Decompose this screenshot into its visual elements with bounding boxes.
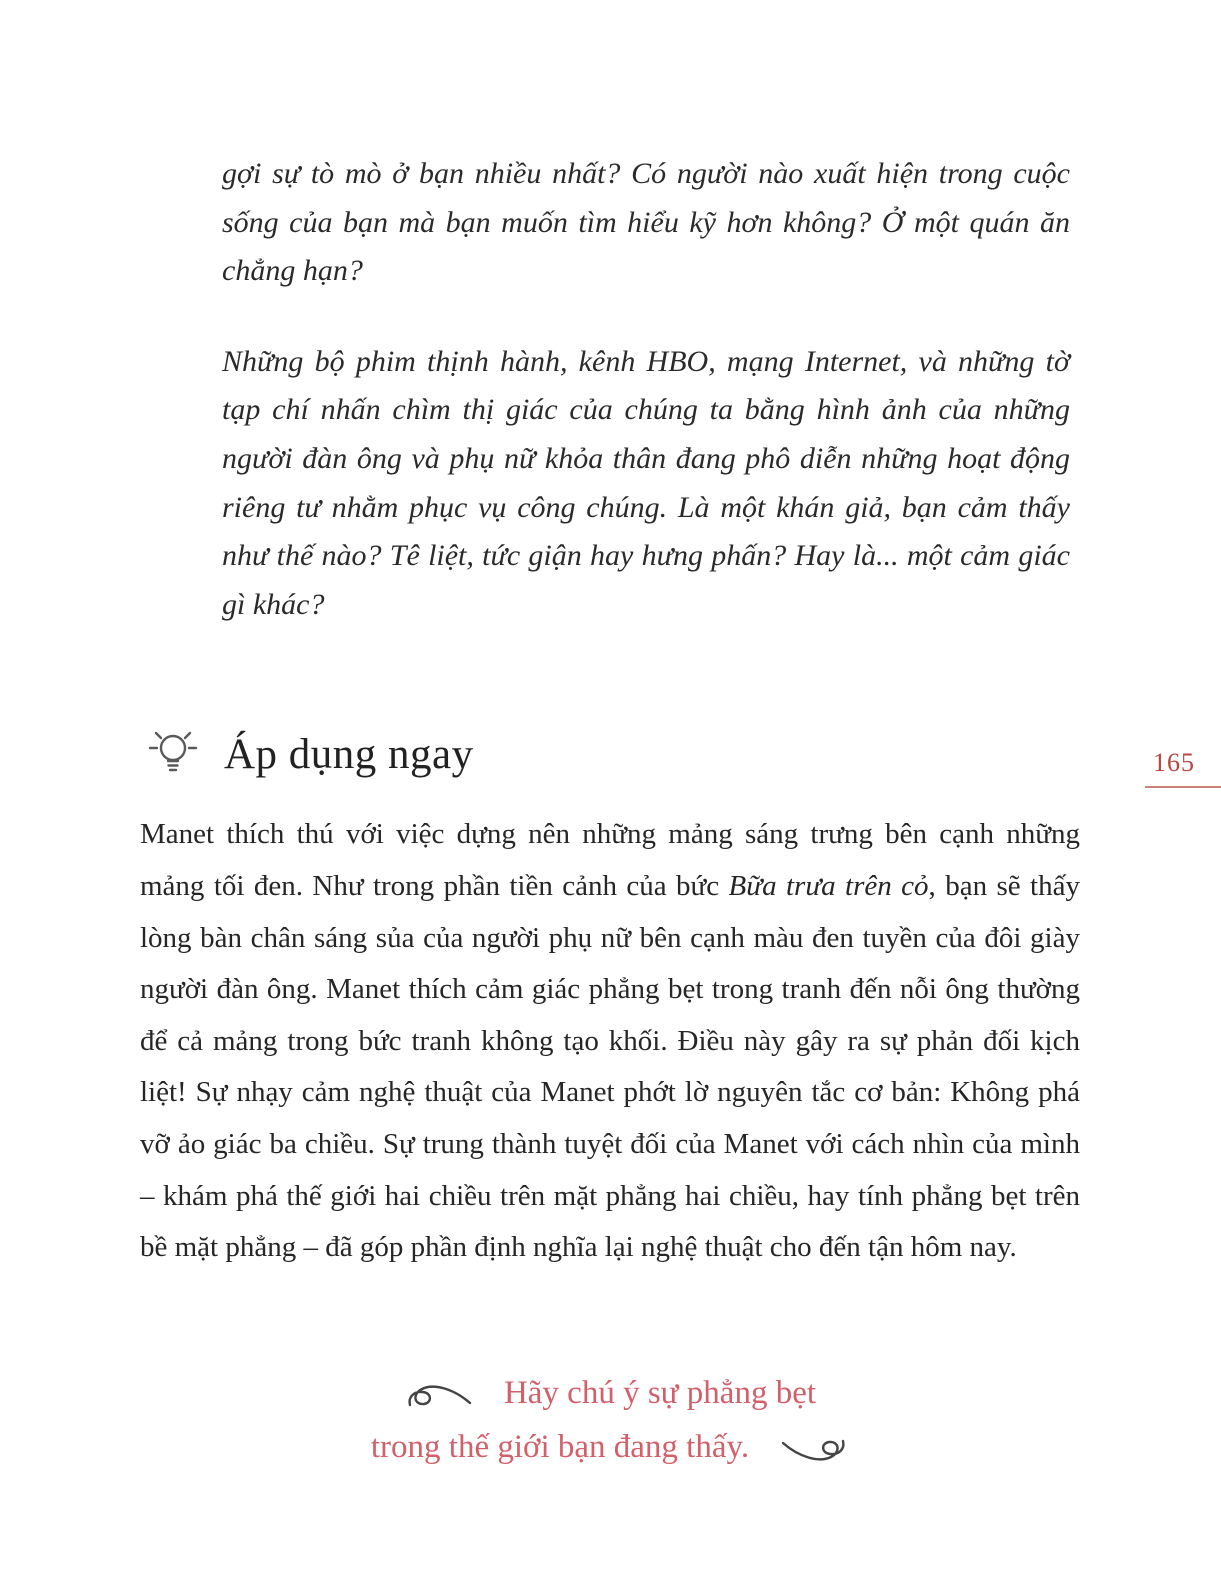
quote-text-2: trong thế giới bạn đang thấy. — [370, 1429, 750, 1466]
intro-paragraph-2: Những bộ phim thịnh hành, kênh HBO, mạng Internet, và những tờ tạp chí nhấn chìm thị giác của chúng ta bằng hình ảnh của những người đàn ông và phụ nữ khỏa thân đang phô diễn những hoạt động riêng tư nhằm phục vụ công chúng. Là một khán giả, bạn cảm thấy như thế nào? Tê liệt, tức giận hay hưng phấn? Hay là... một cảm giác gì khác? — [222, 344, 1070, 621]
text-column — [140, 0, 1080, 1475]
page-number-rule — [1145, 786, 1221, 788]
body-paragraph — [140, 809, 1080, 1273]
page-number-text: 165 — [1153, 748, 1195, 777]
section-header — [140, 725, 1080, 783]
pull-quote — [140, 1366, 1080, 1475]
body-text-after: , bạn sẽ thấy lòng bàn chân sáng sủa của người phụ nữ bên cạnh màu đen tuyền của đôi giày người đàn ông. Manet thích cảm giác phẳng bẹt trong tranh đến nỗi ông thường để cả mảng trong bức tranh không tạo khối. Điều này gây ra sự phản đối kịch liệt! Sự nhạy cảm nghệ thuật của Manet phớt lờ nguyên tắc cơ bản: Không phá vỡ ảo giác ba chiều. Sự trung thành tuyệt đối của Manet với cách nhìn của mình – khám phá thế giới hai chiều trên mặt phẳng hai chiều, hay tính phẳng bẹt trên bề mặt phẳng – đã góp phần định nghĩa lại nghệ thuật cho đến tận hôm nay. — [140, 869, 1080, 1264]
quote-line-2 — [140, 1420, 1080, 1474]
page-number — [1125, 748, 1221, 788]
intro-block — [140, 150, 1080, 629]
artwork-title: Bữa trưa trên cỏ — [728, 869, 929, 902]
section-title: Áp dụng ngay — [224, 730, 474, 778]
quote-line-1 — [140, 1366, 1080, 1420]
flourish-left-icon — [404, 1376, 476, 1410]
quote-text-1: Hãy chú ý sự phẳng bẹt — [503, 1374, 817, 1411]
intro-paragraph-1: gợi sự tò mò ở bạn nhiều nhất? Có người nào xuất hiện trong cuộc sống của bạn mà bạn muốn tìm hiểu kỹ hơn không? Ở một quán ăn chẳng hạn? — [222, 157, 1070, 288]
lightbulb-icon — [144, 725, 202, 783]
flourish-right-icon — [777, 1430, 849, 1464]
body-text-before: Manet thích thú với việc dựng nên những mảng sáng trưng bên cạnh những mảng tối đen. Như trong phần tiền cảnh của bức — [140, 818, 1080, 902]
